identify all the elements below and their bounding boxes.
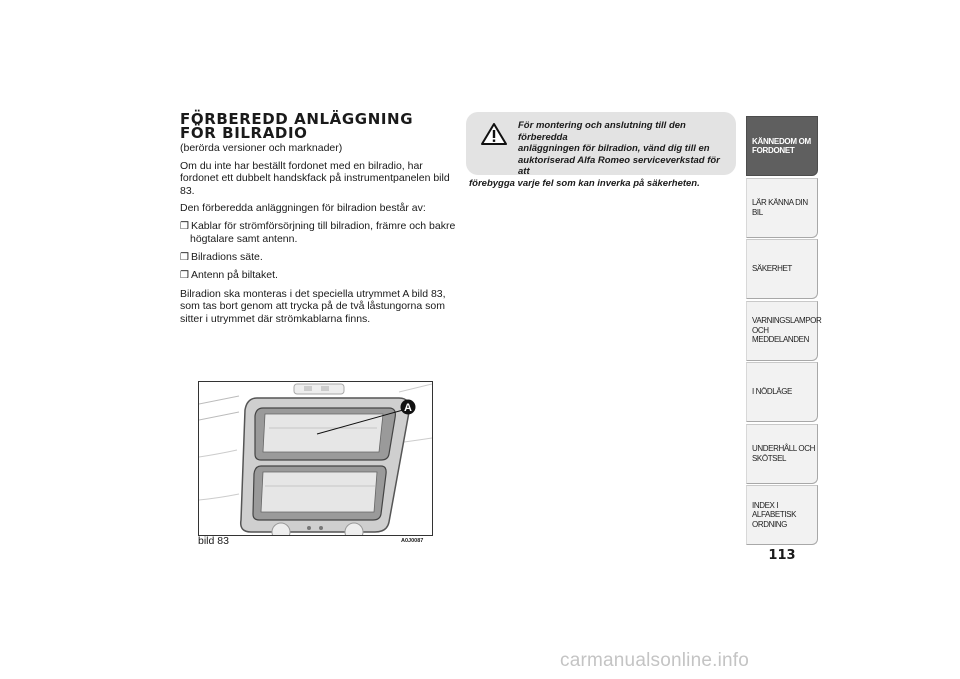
figure-caption: bild 83 [198,535,229,547]
watermark: carmanualsonline.info [560,650,750,671]
warning-box [466,112,736,189]
section-subtitle: (berörda versioner och marknader) [180,142,343,154]
paragraph-mounting: Bilradion ska monteras i det speciella utrymmet A bild 83, som tas bort genom att trycka på de två låstungorna som sitter i utrymmet där strömkablarna finns. [180,287,446,325]
figure-glovebox [198,381,433,536]
paragraph-components: Den förberedda anläggningen för bilradion består av: [180,202,426,214]
glovebox-illustration [199,382,432,535]
checkbox-bullet-icon: ❒ [180,220,189,232]
tab-underhall-och-skotsel[interactable]: UNDERHÅLL OCH SKÖTSEL [746,424,818,484]
checkbox-bullet-icon: ❒ [180,251,189,263]
checkbox-bullet-icon: ❒ [180,270,189,281]
bullet-item: ❒ Antenn på biltaket. [180,269,278,281]
bullet-item: ❒ Bilradions säte. [180,250,263,263]
tab-index[interactable]: INDEX I ALFABETISK ORDNING [746,485,818,545]
tab-i-nodlage[interactable]: I NÖDLÄGE [746,362,818,422]
tab-sakerhet[interactable]: SÄKERHET [746,239,818,299]
tab-varningslampor[interactable]: VARNINGSLAMPOR OCH MEDDELANDEN [746,301,818,361]
tab-kannedom-om-fordonet[interactable]: KÄNNEDOM OM FORDONET [746,116,818,176]
tab-lar-kanna-din-bil[interactable]: LÄR KÄNNA DIN BIL [746,178,818,238]
bullet-item: ❒ Kablar för strömförsörjning till bilradion, främre och bakre högtalare samt antenn. [180,219,456,245]
paragraph-intro: Om du inte har beställt fordonet med en bilradio, har fordonet ett dubbelt handskfack på instrumentpanelen bild 83. [180,159,450,197]
chapter-tabs [746,116,822,547]
body-text [180,142,456,330]
figure-code: A0J0087 [401,538,424,544]
warning-text: För montering och anslutning till den förberedda anläggningen för bilradion, vänd dig till en auktoriserad Alfa Romeo serviceverkstad för att förebygga varje fel som kan inverka på säkerheten. [469,120,720,189]
page-number: 113 [768,548,796,563]
callout-label-a: A [404,402,412,414]
section-title: FÖRBEREDD ANLÄGGNING FÖR BILRADIO [180,110,414,142]
